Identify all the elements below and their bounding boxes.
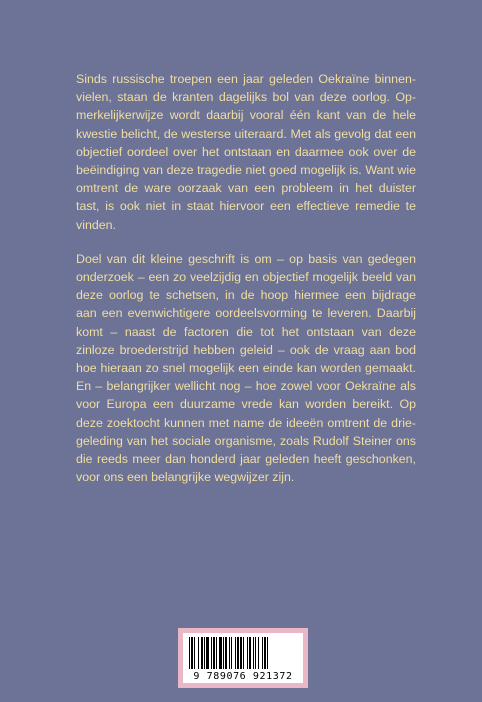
paragraph-intro: Sinds russische troepen een jaar geleden Oekraïne binnenvielen, staan de kranten dagelijks bol van deze oorlog. Opmerkelijkerwijze wordt daarbij vooral één kant van de hele kwestie belicht, de westerse uiteraard. Met als gevolg dat een objectief oordeel over het ontstaan en daarmee ook over de beëindiging van deze tragedie niet goed mogelijk is. Want wie omtrent de ware oorzaak van een probleem in het duister tast, is ook niet in staat hiervoor een effectieve remedie te vinden. [76, 72, 416, 232]
barcode-bar [240, 637, 242, 669]
barcode-bar [219, 637, 222, 669]
barcode-bar [194, 637, 195, 669]
barcode-bar [267, 637, 268, 669]
barcode-bar [206, 637, 209, 669]
barcode-bar [247, 637, 248, 669]
barcode-bar [216, 637, 217, 669]
barcode-bar [255, 637, 256, 669]
barcode-bar [258, 637, 259, 669]
barcode-bar [231, 637, 232, 669]
barcode-bar [211, 637, 212, 669]
isbn-barcode [183, 633, 303, 683]
barcode-bar [191, 637, 193, 669]
barcode-bar [223, 637, 224, 669]
isbn-number: 9 789076 921372 [193, 671, 293, 682]
barcode-bar [213, 637, 215, 669]
barcode-bar [225, 637, 227, 669]
isbn-barcode-frame [178, 628, 308, 688]
barcode-bar [249, 637, 251, 669]
barcode-bar [253, 637, 254, 669]
barcode-bars-icon [189, 637, 297, 669]
barcode-bar [262, 637, 263, 669]
barcode-bar [189, 637, 190, 669]
paragraph-purpose: Doel van dit kleine geschrift is om – op basis van gedegen onderzoek – een zo veelzijdig en objectief mogelijk beeld van deze oorlog te schetsen, in de hoop hiermee een bijdrage aan een evenwichtigere oordeelsvorming te leveren. Daarbij komt – naast de factoren die tot het ontstaan van deze zinloze broederstrijd hebben geleid – ook de vraag aan bod hoe hieraan zo snel mogelijk een einde kan worden gemaakt. En – belangrijker wellicht nog – hoe zowel voor Oekraïne als voor Europa een duurzame vrede kan worden bereikt. Op deze zoektocht kunnen met name de ideeën omtrent de driegeleding van het sociale organisme, zoals Rudolf Steiner ons die reeds meer dan honderd jaar geleden heeft geschonken, voor ons een belangrijke wegwijzer zijn. [76, 251, 416, 485]
barcode-bar [235, 637, 236, 669]
back-cover-text [76, 70, 416, 502]
barcode-bar [243, 637, 244, 669]
barcode-bar [229, 637, 230, 669]
barcode-bar [201, 637, 203, 669]
barcode-bar [237, 637, 239, 669]
barcode-bar [198, 637, 199, 669]
barcode-bar [204, 637, 205, 669]
barcode-bar [264, 637, 266, 669]
